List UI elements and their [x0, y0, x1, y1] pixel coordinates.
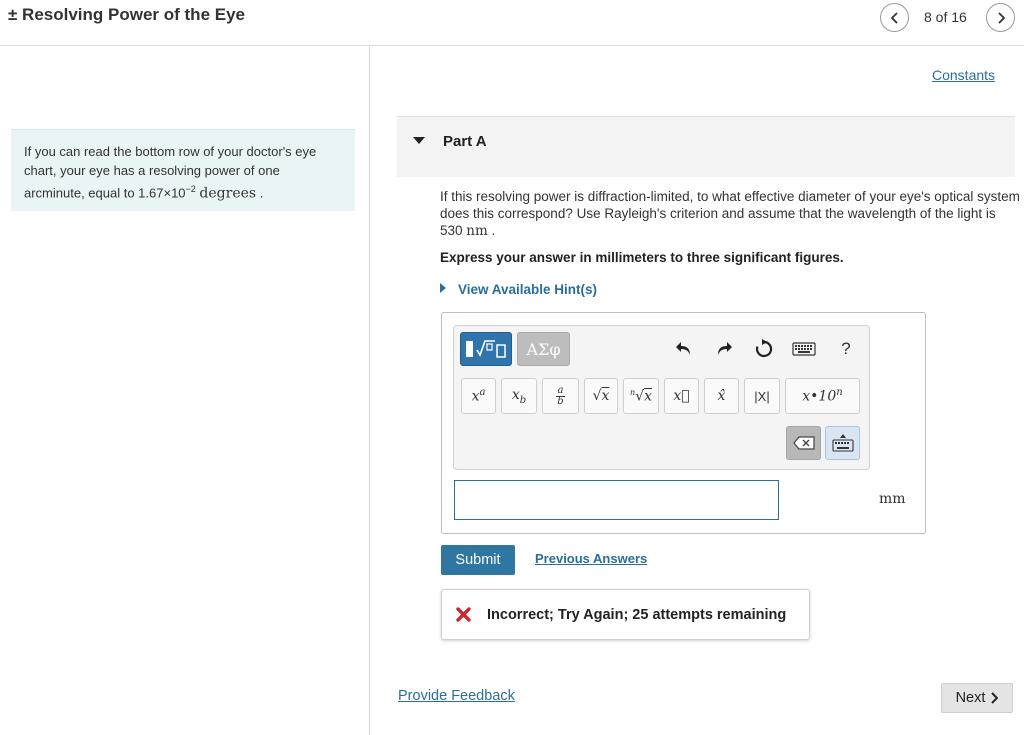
redo-button[interactable] [712, 337, 736, 361]
question-end: . [487, 223, 496, 238]
fraction-glyph: a b [557, 384, 564, 407]
scientific-notation-glyph: x•10$^n$ [802, 387, 843, 405]
question-text [440, 188, 1020, 240]
answer-instructions: Express your answer in millimeters to three significant figures. [440, 250, 844, 265]
next-button[interactable] [941, 683, 1013, 713]
answer-input[interactable] [454, 480, 779, 520]
submit-button[interactable]: Submit [441, 545, 515, 575]
intro-exponent: −2 [185, 184, 196, 194]
square-root-glyph: √x [592, 388, 610, 404]
undo-button[interactable] [672, 337, 696, 361]
help-button[interactable]: ? [841, 339, 851, 358]
subscript-button[interactable] [501, 378, 537, 414]
backspace-button[interactable] [786, 426, 821, 460]
next-item-button[interactable] [986, 3, 1015, 32]
templates-icon [464, 337, 508, 361]
subscript-glyph: $x_b$ [511, 386, 527, 406]
absolute-value-button[interactable] [744, 378, 780, 414]
header-bar [0, 0, 1024, 46]
previous-answers-link[interactable]: Previous Answers [535, 551, 648, 566]
next-label: Next [955, 690, 986, 706]
fraction-button[interactable] [542, 378, 579, 414]
keypad-icon [832, 433, 854, 453]
part-label: Part A [443, 133, 487, 150]
keyboard-icon [792, 342, 816, 356]
caret-down-icon[interactable] [413, 137, 425, 144]
vector-button[interactable] [664, 378, 699, 414]
column-divider [369, 46, 370, 735]
scientific-notation-button[interactable] [785, 378, 860, 414]
reset-button[interactable] [752, 337, 776, 361]
symbols-mode-button[interactable]: ΑΣφ [517, 332, 570, 366]
question-unit: nm [466, 223, 488, 239]
unit-vector-glyph: x̂ [717, 388, 726, 404]
nth-root-button[interactable] [623, 378, 659, 414]
constants-link[interactable]: Constants [932, 67, 996, 83]
backspace-icon [793, 436, 815, 450]
absolute-value-glyph: |X| [754, 388, 770, 404]
square-root-button[interactable] [584, 378, 618, 414]
item-counter: 8 of 16 [924, 9, 967, 25]
vector-glyph: x⃗ [673, 388, 690, 404]
unit-vector-button[interactable] [704, 378, 739, 414]
provide-feedback-link[interactable]: Provide Feedback [398, 688, 515, 704]
chevron-right-icon [990, 692, 998, 704]
previous-item-button[interactable] [880, 3, 909, 32]
reset-icon [754, 339, 774, 359]
chevron-right-icon [996, 11, 1006, 25]
page-title: ± Resolving Power of the Eye [8, 5, 245, 24]
intro-unit: degrees [199, 185, 257, 202]
undo-icon [675, 341, 693, 357]
intro-end: . [256, 185, 264, 201]
chevron-left-icon [890, 11, 900, 25]
nth-root-glyph: $^n$√x [630, 387, 652, 405]
superscript-button[interactable] [461, 378, 496, 414]
question-body: If this resolving power is diffraction-limited, to what effective diameter of your eye's optical system does this correspond? Use Rayleigh's criterion and assume that the wavelength of the light is 530 [440, 189, 1020, 238]
keyboard-button[interactable] [792, 337, 816, 361]
part-header[interactable] [397, 116, 1015, 177]
templates-mode-button[interactable] [460, 332, 512, 366]
show-keypad-button[interactable] [825, 426, 860, 460]
feedback-message: Incorrect; Try Again; 25 attempts remaining [487, 607, 787, 623]
intro-text: If you can read the bottom row of your doctor's eye chart, your eye has a resolving power of one arcminute, equal to 1.67×10 [24, 144, 317, 201]
incorrect-x-icon [455, 606, 472, 623]
caret-right-icon[interactable] [440, 283, 446, 293]
redo-icon [715, 341, 733, 357]
problem-intro [11, 129, 355, 211]
view-hints-link[interactable]: View Available Hint(s) [458, 282, 598, 297]
answer-unit: mm [879, 491, 906, 507]
superscript-glyph: $x^a$ [471, 387, 486, 405]
